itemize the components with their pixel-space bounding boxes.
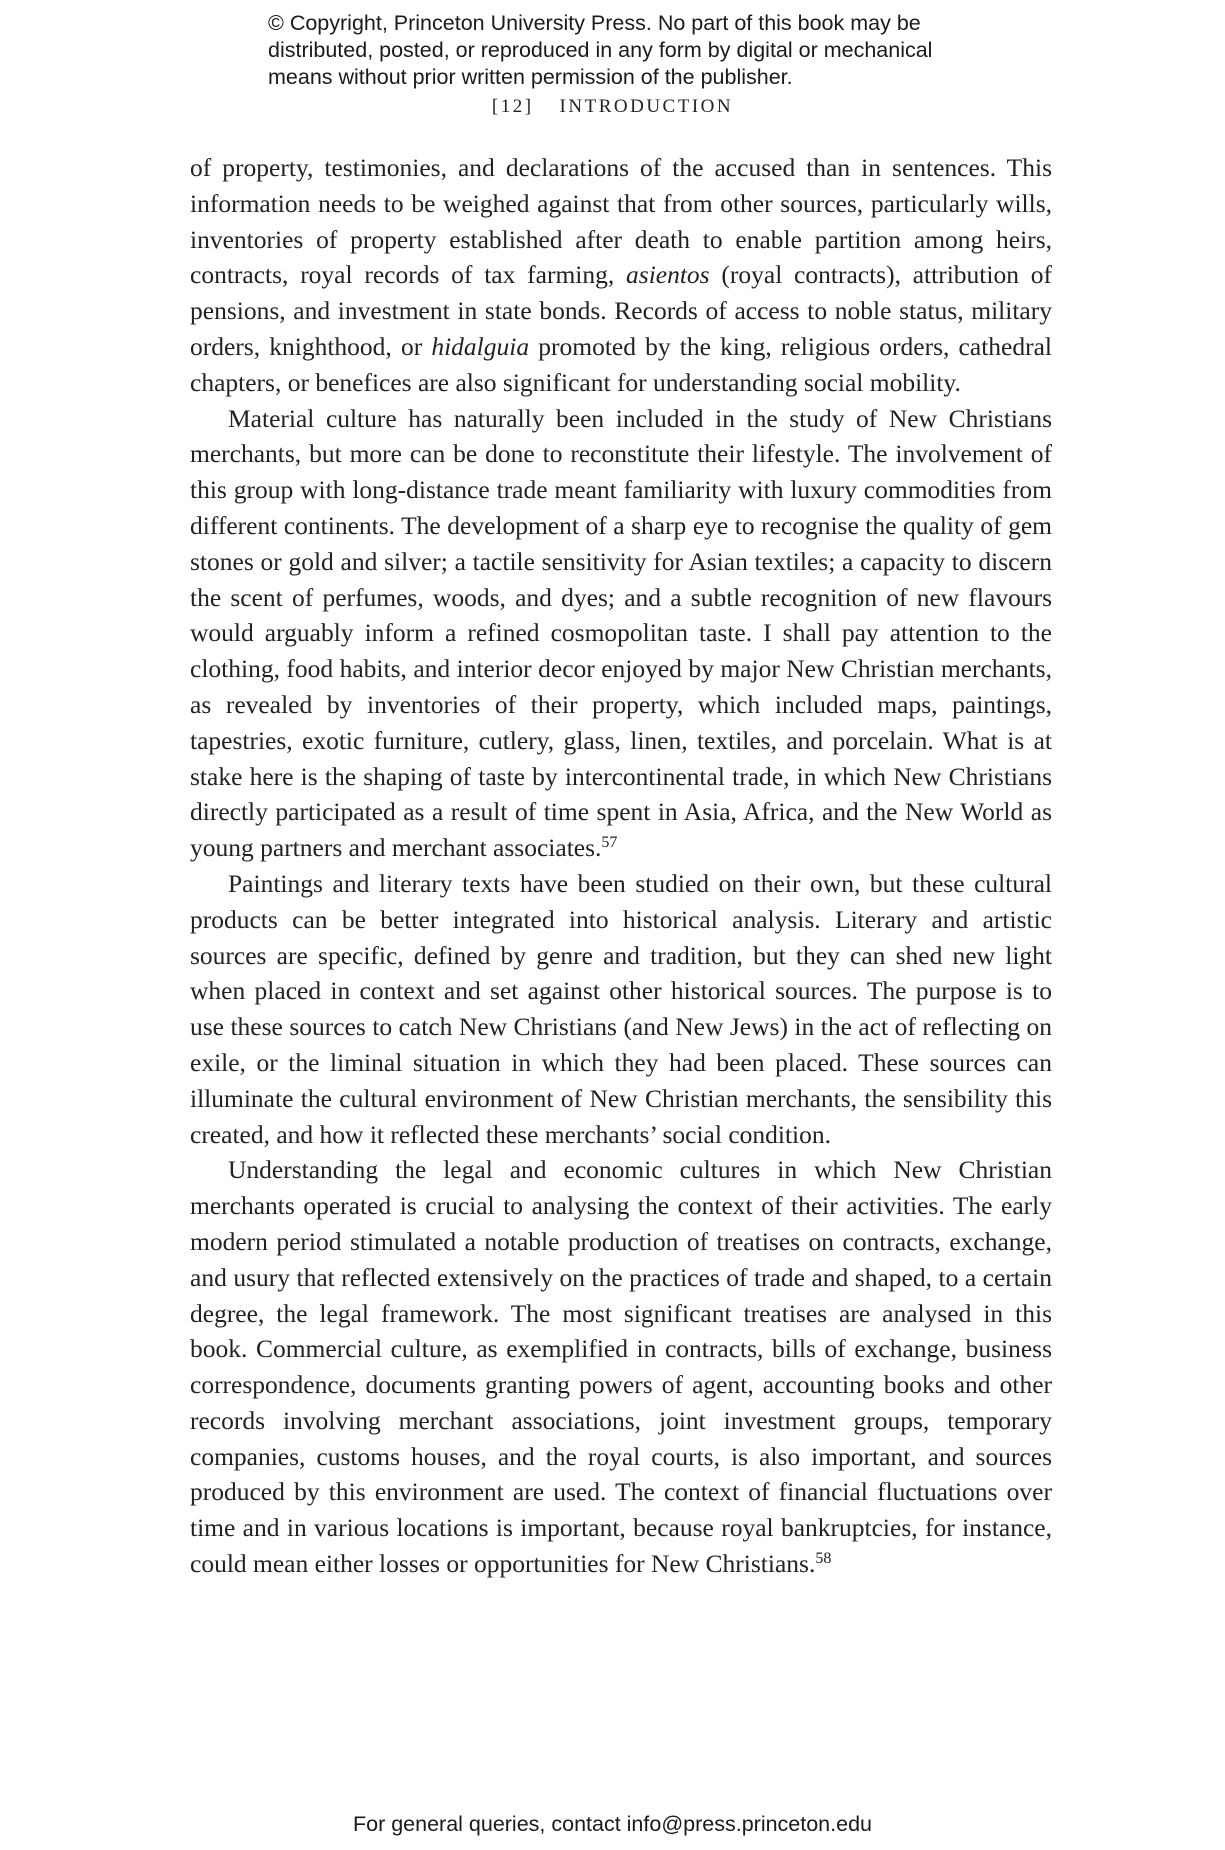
paragraph: [190, 1152, 1052, 1582]
body-text: [190, 150, 1052, 1582]
paragraph-text: Material culture has naturally been included in the study of New Christians merchants, but more can be done to reconstitute their lifestyle. The involvement of this group with long-distance trade meant familiarity with luxury commodities from different continents. The development of a sharp eye to recognise the quality of gem stones or gold and silver; a tactile sensitivity for Asian textiles; a capacity to discern the scent of perfumes, woods, and dyes; and a subtle recognition of new flavours would arguably inform a refined cosmopolitan taste. I shall pay attention to the clothing, food habits, and interior decor enjoyed by major New Christian merchants, as revealed by inventories of their property, which included maps, paintings, tapestries, exotic furniture, cutlery, glass, linen, textiles, and porcelain. What is at stake here is the shaping of taste by intercontinental trade, in which New Christians directly participated as a result of time spent in Asia, Africa, and the New World as young partners and merchant associates.: [190, 403, 1052, 863]
copyright-line: means without prior written permission of the publisher.: [268, 65, 793, 89]
section-title: INTRODUCTION: [559, 96, 734, 117]
running-head: [0, 96, 1225, 118]
paragraph-text: (royal contracts), attribution of pensions, and investment in state bonds. Records of access to noble status, military orders, knighthood, or: [190, 260, 1052, 361]
copyright-notice: [268, 10, 1028, 91]
italic-term: asientos: [626, 260, 710, 290]
italic-term: hidalguia: [431, 331, 530, 361]
paragraph-text: of property, testimonies, and declarations of the accused than in sentences. This information needs to be weighed against that from other sources, particularly wills, inventories of property established after death to enable partition among heirs, contracts, royal records of tax farming,: [190, 153, 1052, 290]
footer-contact: For general queries, contact info@press.princeton.edu: [352, 1812, 872, 1836]
copyright-line: © Copyright, Princeton University Press. No part of this book may be: [268, 11, 921, 35]
paragraph: [190, 401, 1052, 866]
copyright-line: distributed, posted, or reproduced in any form by digital or mechanical: [268, 38, 933, 62]
paragraph-text: promoted by the king, religious orders, cathedral chapters, or benefices are also significant for understanding social mobility.: [190, 331, 1052, 397]
paragraph: [190, 150, 1052, 401]
paragraph: [190, 866, 1052, 1152]
paragraph-text: Paintings and literary texts have been studied on their own, but these cultural products can be better integrated into historical analysis. Literary and artistic sources are specific, defined by genre and tradition, but they can shed new light when placed in context and set against other historical sources. The purpose is to use these sources to catch New Christians (and New Jews) in the act of reflecting on exile, or the liminal situation in which they had been placed. These sources can illuminate the cultural environment of New Christian merchants, the sensibility this created, and how it reflected these merchants’ social condition.: [190, 868, 1052, 1149]
paragraph-text: Understanding the legal and economic cultures in which New Christian merchants operated is crucial to analysing the context of their activities. The early modern period stimulated a notable production of treatises on contracts, exchange, and usury that reflected extensively on the practices of trade and shaped, to a certain degree, the legal framework. The most significant treatises are analysed in this book. Commercial culture, as exemplified in contracts, bills of exchange, business correspondence, documents granting powers of agent, accounting books and other records involving merchant associations, joint investment groups, temporary companies, customs houses, and the royal courts, is also important, and sources produced by this environment are used. The context of financial fluctuations over time and in various locations is important, because royal bankruptcies, for instance, could mean either losses or opportunities for New Christians.: [190, 1155, 1052, 1579]
footnote-ref[interactable]: 58: [815, 1550, 832, 1568]
page-number: [12]: [491, 96, 534, 117]
footnote-ref[interactable]: 57: [601, 834, 618, 852]
